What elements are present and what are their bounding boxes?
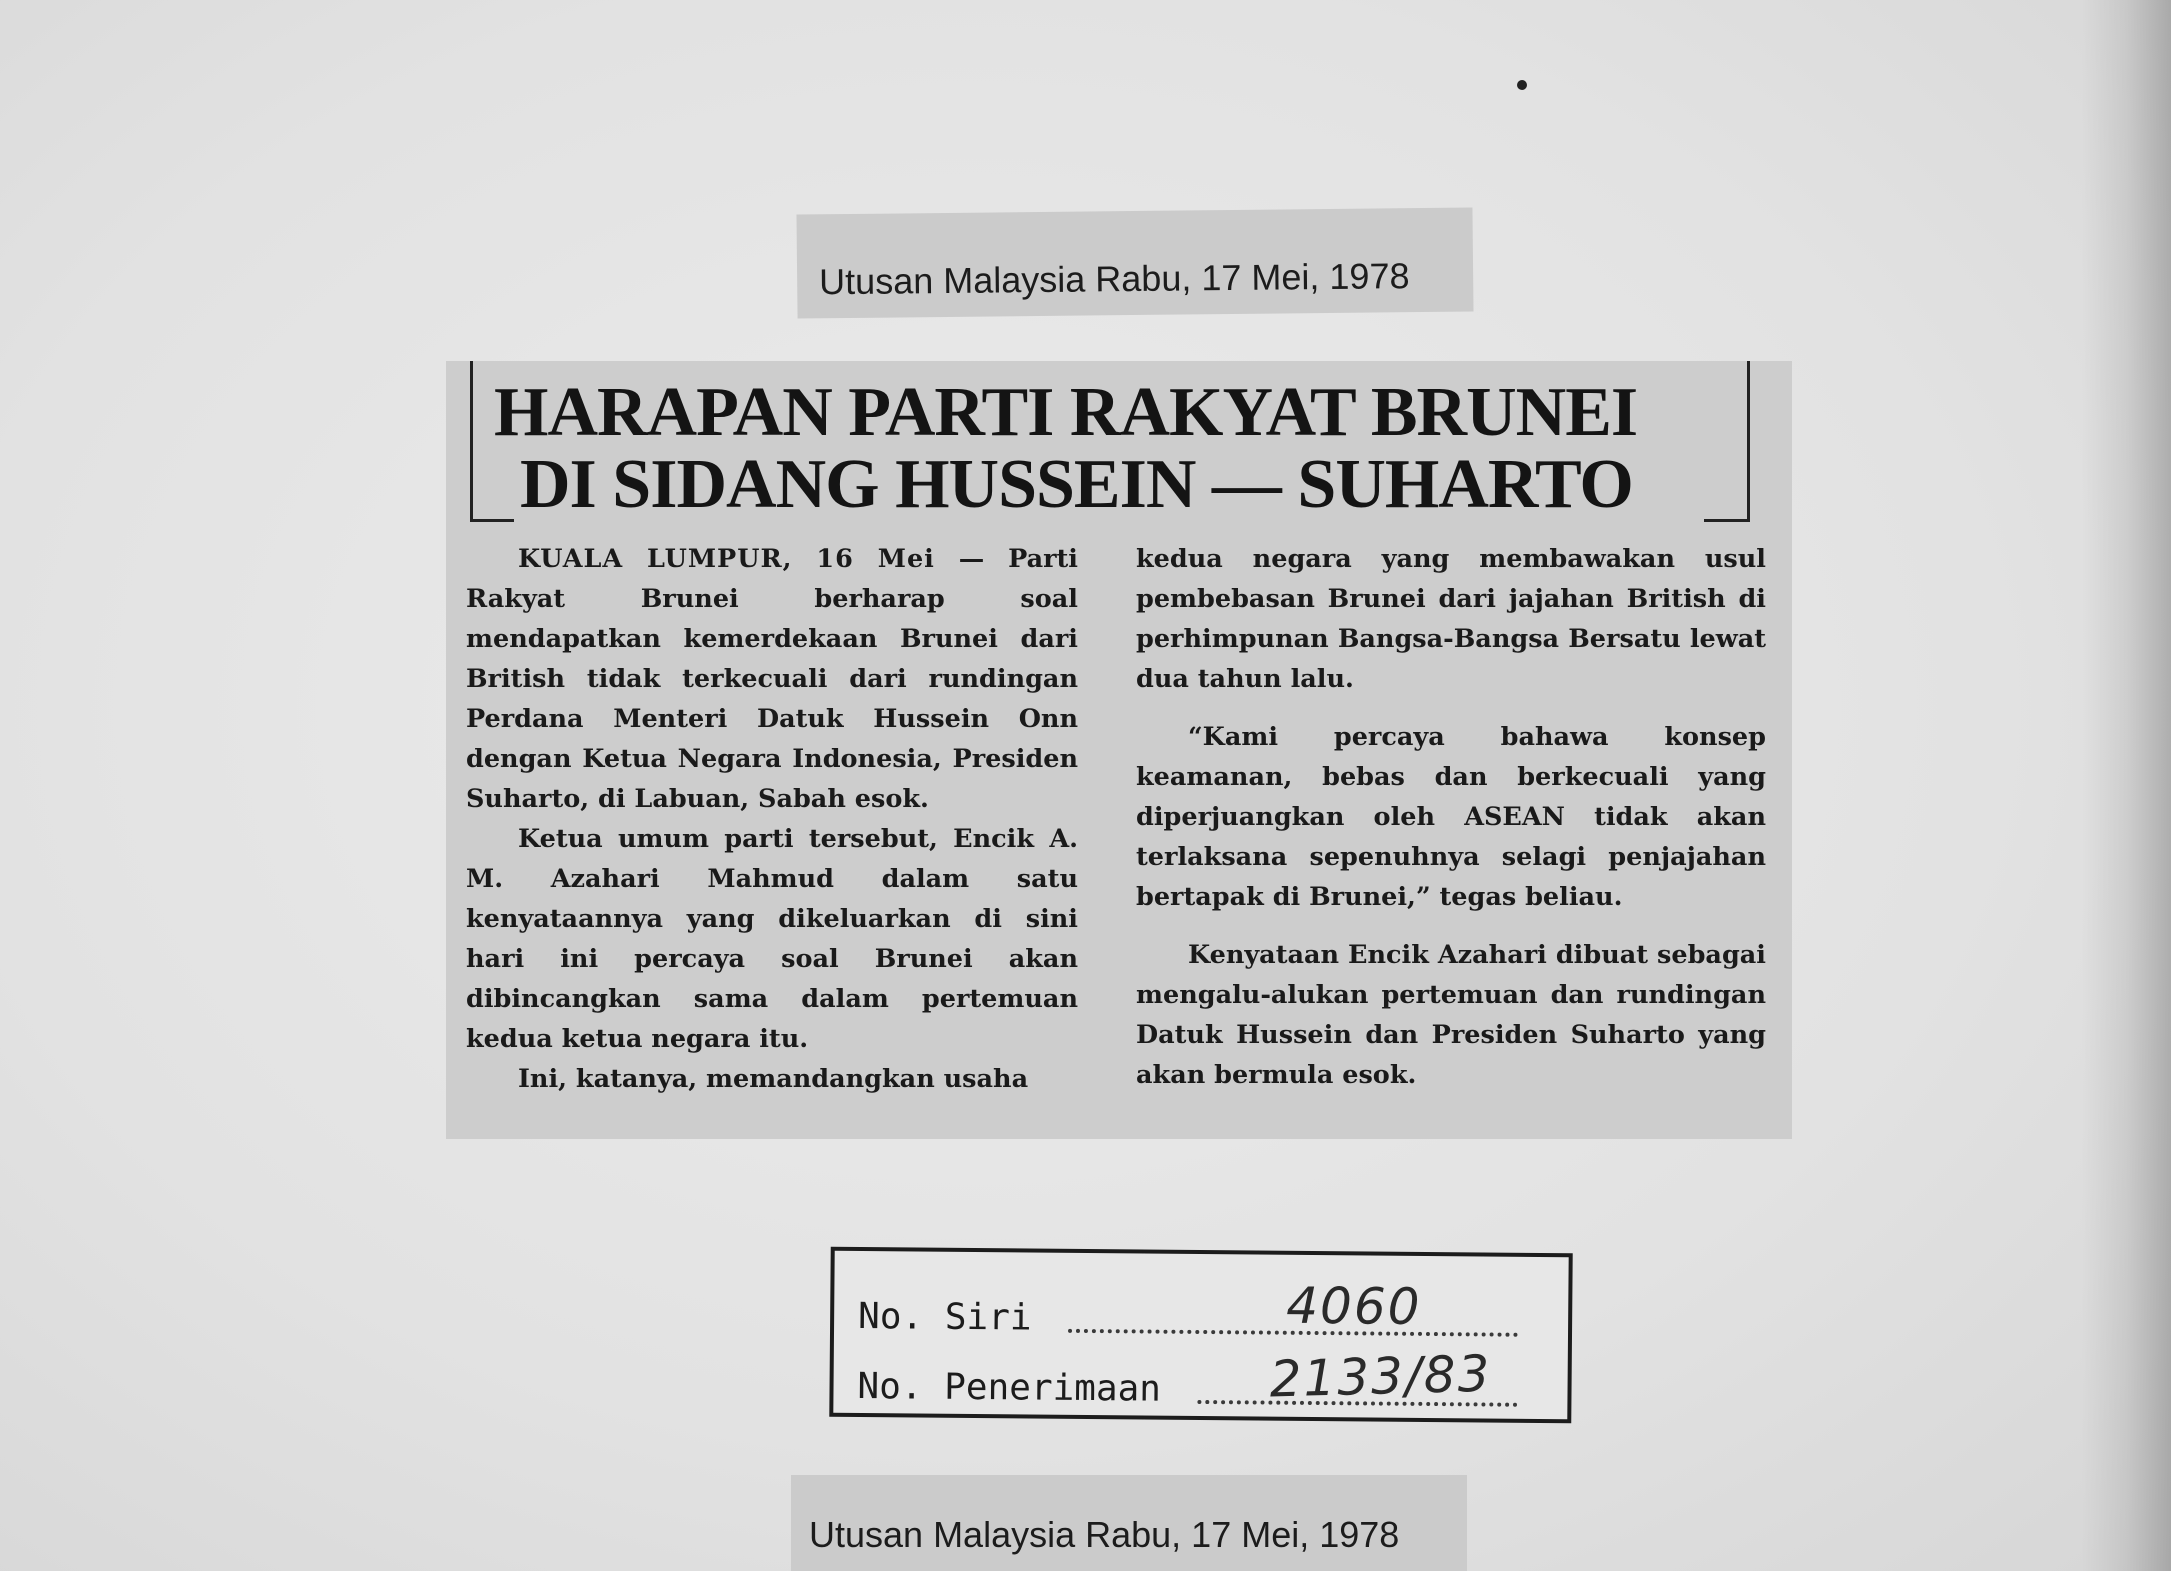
serial-value: 4060: [1286, 1276, 1422, 1336]
article-paragraph: Ketua umum parti tersebut, Encik A. M. Azahari Mahmud dalam satu kenyataannya yang dikeluarkan di sini hari ini percaya soal Brunei akan dibincangkan sama dalam pertemuan kedua ketua negara itu.: [466, 824, 1078, 1054]
ink-speck: [1517, 80, 1527, 90]
headline-line-1: HARAPAN PARTI RAKYAT BRUNEI: [494, 374, 1638, 451]
page-binding-shadow: [2081, 0, 2171, 1571]
receipt-value: 2133/83: [1268, 1344, 1493, 1409]
article-paragraph: Kenyataan Encik Azahari dibuat sebagai mengalu-alukan pertemuan dan rundingan Datuk Hussein dan Presiden Suharto yang akan bermula esok.: [1136, 940, 1766, 1090]
headline-frame-foot-right: [1704, 519, 1750, 522]
headline-frame-foot-left: [470, 519, 514, 522]
source-label-bottom: Utusan Malaysia Rabu, 17 Mei, 1978: [791, 1475, 1467, 1571]
article-column-right: [1136, 539, 1766, 1095]
paragraph-text: Parti Rakyat Brunei berharap soal mendapatkan kemerdekaan Brunei dari British tidak terkecuali dari rundingan Perdana Menteri Datuk Hussein Onn dengan Ketua Negara Indonesia, Presiden Suharto, di Labuan, Sabah esok.: [466, 544, 1078, 814]
article-paragraph: kedua negara yang membawakan usul pembebasan Brunei dari jajahan British di perhimpunan Bangsa-Bangsa Bersatu lewat dua tahun lalu.: [1136, 544, 1766, 694]
headline-line-2: DI SIDANG HUSSEIN — SUHARTO: [520, 446, 1633, 523]
serial-row: [857, 1276, 1558, 1347]
source-label-top: Utusan Malaysia Rabu, 17 Mei, 1978: [796, 207, 1473, 318]
receipt-label: No. Penerimaan: [857, 1366, 1162, 1410]
dateline: KUALA LUMPUR, 16 Mei —: [518, 544, 986, 574]
serial-label: No. Siri: [857, 1296, 1032, 1339]
receipt-row: [857, 1344, 1557, 1417]
article-paragraph: [466, 539, 1078, 819]
newspaper-clipping: [446, 361, 1792, 1139]
register-stamp: [829, 1247, 1572, 1423]
article-paragraph: “Kami percaya bahawa konsep keamanan, bebas dan berkecuali yang diperjuangkan oleh ASEAN tidak akan terlaksana sepenuhnya selagi penjajahan bertapak di Brunei,” tegas beliau.: [1136, 722, 1766, 912]
article-column-left: [466, 539, 1078, 1099]
article-paragraph: Ini, katanya, memandangkan usaha: [518, 1064, 1029, 1094]
